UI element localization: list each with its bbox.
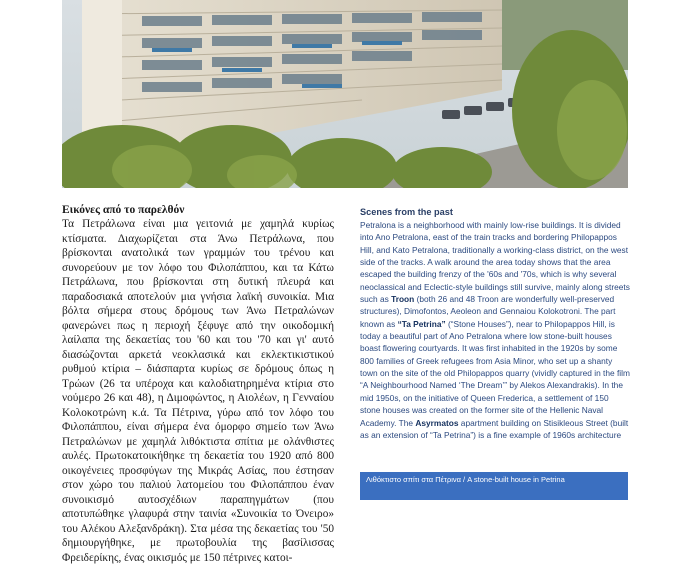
troon-street-name: Troon [391,294,415,305]
english-text-column [360,207,630,441]
greek-text-column [62,204,334,565]
english-body-part-3: (“Stone Houses”), near to Philopappos Hill, is today a beautiful part of Ano Petralona where low stone-built houses boast flowering courtyards. It was first inhabited in the 1920s by some 800 families of Greek refugees from Asia Minor, who set up a shanty town on the site of the old Philopappos quarry (vividly captured in the film “A Neighbourhood Named ‘The Dream’” by Alekos Alexandrakis). In the mid 1950s, on the initiative of Queen Frederica, a settlement of 150 stone houses was created on the former site of the Hellenic Naval Academy. The [360,318,630,428]
greek-body: Τα Πετράλωνα είναι μια γειτονιά με χαμηλά κυρίως κτίσματα. Διαχωρίζεται στα Άνω Πετράλωνα, που βρίσκονται ανατολικά των γραμμών του τρένου και συνορεύουν με τον λόφο του Φιλοπάππου, και τα Κάτω Πετράλωνα, που βρίσκονται στη δυτική πλευρά και παραδοσιακά αποτελούν μια γνήσια λαϊκή συνοικία. Μια βόλτα σήμερα στους δρόμους των Άνω Πετραλώνων φανερώνει πως η περιοχή ξέφυγε από την οικοδομική λαίλαπα της δεκαετίας του '60 και του '70 και γι' αυτό διασώζονται αρκετά νεοκλασικά και εκλεκτικιστικού ρυθμού κτίρια – διάσπαρτα κυρίως σε δρόμους όπως η Τρώων (26 τα υπέροχα και καλοδιατηρημένα κτίρια στο νούμερο 26 και 48), η Διμοφώντος, η Αιολέων, η Γενναίου Κολοκοτρώνη κ.ά. Τα Πέτρινα, γύρω από τον λόφο του Φιλοπάππου, είναι σήμερα ένα όμορφο σημείο των Άνω Πετραλώνων με χαμηλά λιθόκτιστα σπίτια με ολάνθιστες αυλές. Πρωτοκατοικήθηκε τη δεκαετία του 1920 από 800 οικογένειες προσφύγων της Μικράς Ασίας, που έστησαν στον χώρο του παλιού λατομείου του Φιλοπάππου έναν συνοικισμό αυτοσχέδιων παραπηγμάτων (που αποτυπώθηκε γλαφυρά στην ταινία «Συνοικία το Όνειρο» του Αλέκου Αλεξανδράκη). Στα μέσα της δεκαετίας του '50 δημιουργήθηκε, με πρωτοβουλία της βασίλισσας Φρειδερίκης, ένας οικισμός με 150 πέτρινες κατοι- [62,218,334,564]
greek-heading: Εικόνες από το παρελθόν [62,204,185,216]
apartment-building-photo [62,0,628,188]
stone-house-photo-caption-box [360,472,628,500]
english-body-part-2: (both 26 and 48 Troon are wonderfully well-preserved structures), Dimofontos, Aeoleon and Gennaiou Kolokotroni. The part known as [360,294,616,329]
english-body-part-4: apartment building on Stisikleous Street (built as an extension of “Ta Petrina”) is a fine example of 1960s architecture [360,417,629,440]
ta-petrina-name: “Ta Petrina” [397,318,446,329]
english-heading: Scenes from the past [360,207,453,217]
english-body [360,219,630,441]
english-body-part-1: Petralona is a neighborhood with mainly low-rise buildings. It is divided into Ano Petralona, east of the train tracks and bordering Philopappos Hill, and Kato Petralona, traditionally a working-class district, on the west side of the tracks. A walk around the area today shows that the area escaped the building frenzy of the '60s and '70s, which is why several neoclassical and Eclectic-style buildings still survive, mainly along streets such as [360,220,630,305]
photo-caption: Λιθόκτιστο σπίτι στα Πέτρινα / A stone-built house in Petrina [366,475,565,484]
asyrmatos-name: Asyrmatos [415,417,459,428]
